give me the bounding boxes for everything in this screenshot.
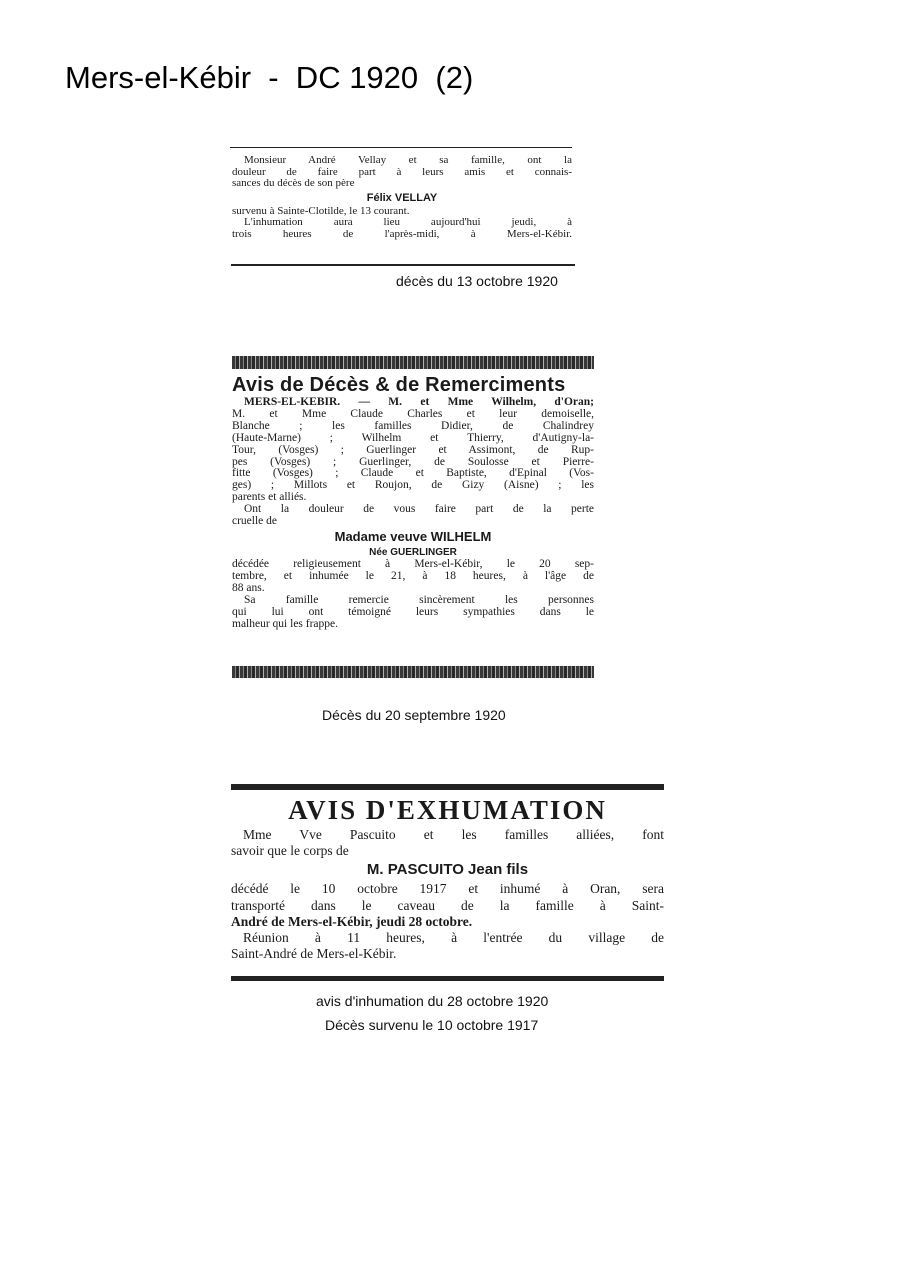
text-line: M. et Mme Claude Charles et leur demoiselle,	[232, 408, 594, 420]
page-title: Mers-el-Kébir - DC 1920 (2)	[65, 60, 474, 95]
text-line: MERS-EL-KEBIR. — M. et Mme Wilhelm, d'Oran;	[244, 397, 594, 408]
caption-clip1: décès du 13 octobre 1920	[396, 273, 558, 289]
text-line: Réunion à 11 heures, à l'entrée du village de	[243, 930, 664, 946]
caption-clip2: Décès du 20 septembre 1920	[322, 707, 506, 723]
clip3-top-rule	[231, 784, 664, 790]
text-line: décédé le 10 octobre 1917 et inhumé à Oran, sera	[231, 881, 664, 897]
text-line: cruelle de	[232, 516, 278, 528]
notice-heading: Avis de Décès & de Remerciments	[232, 374, 566, 396]
text-line: sances du décès de son père	[232, 178, 355, 189]
text-line: Monsieur André Vellay et sa famille, ont la	[244, 155, 572, 166]
text-line: 88 ans.	[232, 582, 265, 594]
text-line: Blanche ; les familles Didier, de Chalindrey	[232, 420, 594, 432]
deceased-name: Madame veuve WILHELM	[334, 528, 492, 544]
text-line: Saint-André de Mers-el-Kébir.	[231, 946, 397, 962]
text-line: survenu à Sainte-Clotilde, le 13 courant.	[232, 205, 410, 217]
text-line: décédée religieusement à Mers-el-Kébir, le 20 sep-	[232, 558, 594, 570]
text-line: douleur de faire part à leurs amis et connais-	[232, 166, 572, 178]
clip-vellay-notice	[232, 155, 572, 240]
clip2-top-border	[232, 356, 594, 369]
text-line: fitte (Vosges) ; Claude et Baptiste, d'Epinal (Vos-	[232, 468, 594, 480]
text-line: Ont la douleur de vous faire part de la perte	[244, 504, 594, 516]
notice-heading: AVIS D'EXHUMATION	[288, 795, 607, 825]
text-line: (Haute-Marne) ; Wilhelm et Thierry, d'Autigny-la-	[232, 432, 594, 444]
clip-exhumation-notice	[231, 793, 664, 962]
text-line: André de Mers-el-Kébir, jeudi 28 octobre.	[231, 913, 473, 929]
text-line: qui lui ont témoigné leurs sympathies dans le	[232, 606, 594, 618]
text-line: tembre, et inhumée le 21, à 18 heures, à l'âge de	[232, 570, 594, 582]
text-line: L'inhumation aura lieu aujourd'hui jeudi, à	[244, 217, 572, 228]
clip1-bottom-rule	[231, 264, 575, 266]
text-line: ges) ; Millots et Roujon, de Gizy (Aisne) ; les	[232, 480, 594, 492]
clip1-top-rule	[230, 147, 572, 148]
caption-clip3-secondary: Décès survenu le 10 octobre 1917	[325, 1017, 539, 1033]
clip2-bottom-border	[232, 666, 594, 678]
text-line: pes (Vosges) ; Guerlinger, de Soulosse et Pierre-	[232, 456, 594, 468]
deceased-name: M. PASCUITO Jean fils	[366, 861, 529, 879]
text-line: parents et alliés.	[232, 492, 307, 504]
clip-wilhelm-notice	[232, 373, 594, 630]
text-line: trois heures de l'après-midi, à Mers-el-Kébir.	[232, 228, 572, 240]
text-line: savoir que le corps de	[231, 843, 349, 859]
text-line: transporté dans le caveau de la famille à Saint-	[231, 897, 664, 913]
maiden-name: Née GUERLINGER	[369, 546, 457, 558]
clip3-bottom-rule	[231, 976, 664, 981]
caption-clip3: avis d'inhumation du 28 octobre 1920	[316, 993, 549, 1009]
text-line: malheur qui les frappe.	[232, 618, 339, 630]
deceased-name: Félix VELLAY	[366, 191, 438, 204]
text-line: Sa famille remercie sincèrement les personnes	[244, 594, 594, 606]
text-line: Tour, (Vosges) ; Guerlinger et Assimont, de Rup-	[232, 444, 594, 456]
text-line: Mme Vve Pascuito et les familles alliées, font	[243, 827, 664, 842]
